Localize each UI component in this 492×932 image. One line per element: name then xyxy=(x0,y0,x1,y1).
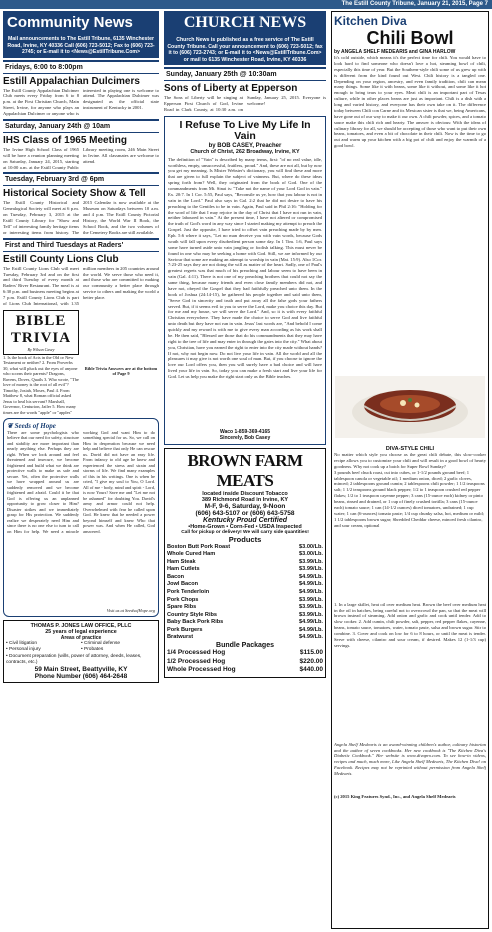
kitchen-steps: 1. In a large skillet, heat oil over medium heat. Brown the beef over medium heat in the oil in batches, being careful not to overcrowd the pan, so that the meat will brown instead of steaming. Add onion and garlic and cook until tender. Add to slow cooker. 2. Add cumin, chili powder, salt, pepper, red pepper flakes, cayenne, beans, tomato sauce, tomatoes, water, tomato paste, salsa and brown sugar. Stir to combine. 3. Cover and cook on low for 6 to 8 hours, or until the meat is tender. Serve with cheese, cilantro and sour cream, if desired. Makes 12 (1-1/3 cup) servings. xyxy=(334,601,486,648)
brown-bundle-head: Bundle Packages xyxy=(216,641,274,649)
community-item-dulcimers xyxy=(3,60,159,117)
community-item-ihs xyxy=(3,119,159,171)
price-row: Boston Butt Pork Roast $3.00/Lb. xyxy=(167,543,323,550)
brown-phone: (606) 643-5107 or (606) 643-5758 xyxy=(195,509,295,517)
sermon-church: Church of Christ, 262 Broadway, Irvine, KY xyxy=(190,148,300,155)
community-news-title: Community News xyxy=(3,11,159,34)
item-body: The Estill County Historical and Genealogical Society will meet at 6 p.m. on Tuesday, February 3, 2015 at the Estill County Library for "Show and Tell" of interesting family heritage items or interesting items from history. The 2015 Calendar is now available at the Museum on Saturdays between 10 a.m. and 4 p.m. The Estill County Pictorial History, the World War II Book, the School Book, and the two volumes of the Cemetery Books are still available. xyxy=(3,200,159,235)
brown-promo: •Home-Grown • Corn-Fed • USDA Inspected xyxy=(188,523,302,530)
church-news-title: CHURCH NEWS xyxy=(164,11,326,35)
law-area: • Criminal defense xyxy=(81,641,121,647)
thomas-law-ad xyxy=(3,620,159,683)
sermon-title: I Refuse To Live My Life In Vain xyxy=(179,118,311,143)
seeds-of-hope xyxy=(3,418,159,618)
community-submit-info: Mail announcements to The Estill Tribune, 6135 Winchester Road, Irvine, KY 40336 Call (606) 723-5012; Fax to (606) 723-2745; or E-mail it to <News@EstillTribune.Com> xyxy=(3,34,159,58)
item-body: The Estill County Appalachian Dulcimer Club meets every Friday from 6 to 8 p.m. at the First Christian Church, Main Street, Irvine, for anyone who plays an Appalachian Dulcimer or anyone who is interested in playing one is welcome to attend. The Appalachian Dulcimer was designated as the official state instrument of Kentucky in 2001. xyxy=(3,87,159,116)
trivia-author: By Wilson Casey xyxy=(27,346,55,352)
law-experience: 25 years of legal experience xyxy=(45,629,117,636)
law-areas-head: Areas of practice xyxy=(60,635,102,642)
kitchen-intro: It's cold outside, which means it's the perfect time for chili. You would have to look hard to find someone who doesn't love a hot, steaming bowl of chili, especially this time of year. But the Southern-style chili some of us grew up with is different from the kind found out West. Chili history is a tangled one. Depending on your region, ancestry, and even family tradition, chili can mean many things. Some like it with beans, some like it without, and some like it hot enough to bring tears to your eyes. Meat chili is an important part of Texas culture, while in other places beans are just as important. Chili is a dish with a long and varied history, and everyone has their own take on it. The difference today between Chili con Carne and its Mexican sister is that we, being Americans, have gone out of our way to make it our own. A chili powder, spices, and a tomato sauce make this chili rich and hearty. The answer is obvious: With the ideas of culinary library for all, we should be accepting of those who want to put their own beans, tomatoes, and even a bit of chocolate in their chili. Now is the time to go out and warm up your kitchen with a big pot of chili and enjoy the warmth of a good bowl. xyxy=(334,55,486,149)
sermon-byline: by BOB CASEY, Preacher xyxy=(208,142,282,149)
seeds-footer: Visit us at SeedsofHope.org xyxy=(106,607,155,613)
kitchen-ingredients: 3 pounds beef chuck roast, cut into cubes, or 1-1/2 pounds ground beef; 1 tablespoon canola or vegetable oil; 1 medium onion, diced; 2 garlic cloves, minced; 2 tablespoons ground cumin; 2 tablespoons chili powder; 1 1/2 teaspoons salt; 1 1/2 teaspoons ground black pepper; 1/2 to 1 teaspoon crushed red pepper flakes; 1/2 to 1 teaspoon cayenne pepper; 3 cans (15-ounce each) kidney or pinto beans, rinsed and drained, or 1 cup of finely crushed tortilla; 3 cans (15-ounce each) tomato sauce; 1 can (14-1/2 ounces) diced tomatoes, undrained; 1 cup water; 1 can (6-ounces) tomato paste; 1/4 cup chunky salsa, hot, medium or mild; 1 1/2 tablespoons brown sugar; Shredded Cheddar cheese, minced fresh cilantro, and sour cream, optional xyxy=(334,469,485,528)
chili-bowl-photo xyxy=(334,376,486,438)
kitchen-copyright: (c) 2015 King Features Synd., Inc., and Angela Shelf Medearis xyxy=(334,793,456,799)
price-row: Pork Tenderloin $4.99/Lb. xyxy=(167,589,323,595)
law-area: • Document preparation (wills, power of attorney, deeds, leases, contracts, etc.) xyxy=(6,653,142,665)
price-row: Baby Back Pork Ribs $4.99/Lb. xyxy=(167,619,323,626)
bundle-row: Whole Processed Hog $440.00 xyxy=(167,666,323,674)
price-row: Jowl Bacon $4.99/Lb. xyxy=(167,581,323,588)
brown-location: located inside Discount Tobacco xyxy=(202,490,288,497)
kitchen-title: Chili Bowl xyxy=(366,28,454,48)
trivia-title: BIBLE TRIVIA xyxy=(10,312,72,346)
kitchen-byline: by ANGELA SHELF MEDEARIS and GINA HARLOW xyxy=(334,49,456,55)
price-row: Pork Chops $3.99/Lb. xyxy=(167,596,323,603)
kitchen-photo-caption: DIVA-STYLE CHILI xyxy=(385,446,435,452)
community-news-column xyxy=(3,11,159,683)
price-row: Pork Burgers $4.99/Lb. xyxy=(167,626,323,633)
brown-tag: Kentucky Proud Certified xyxy=(202,516,287,524)
kitchen-section-title: Kitchen Diva xyxy=(334,14,407,28)
law-area: • Civil litigation xyxy=(6,641,38,647)
brown-products-list xyxy=(167,544,323,642)
trivia-questions-cont xyxy=(83,310,159,366)
church-event-title: Sons of Liberty at Epperson xyxy=(164,83,298,94)
seeds-title: ❦ Seeds of Hope xyxy=(7,421,56,430)
price-row: Whole Cured Ham $3.00/Lb. xyxy=(167,551,323,558)
item-title: IHS Class of 1965 Meeting xyxy=(3,134,127,146)
community-item-lions xyxy=(3,238,159,307)
seeds-body: There are some psychologists who believe that our need for safety, structure and stability are more important than nearly anything else. Perhaps they are right. When we look around and feel threatened and insecure, we become frightened and build what we think are protective walls to make us safe and secure. Yet, often the protective walls we have wrapped around us are suddenly removed and we become frightened and afraid. Could it be that God is offering us an unplanned opportunity to grow closer to Him? Disaster strikes and we immediately grasp for His protection. We suddenly realize we desperately need Him and since there is no one else to turn to call on Him for help. We need a miracle working God and want Him to do something special for us. So, we call on Him in desperation because we need help and believe that only He can rescue us. David did not have an easy life. From infancy to old age he knew and experienced the stress and strain and storms of life. We find many examples of this in his writings. One is when he cried, "I give my soul to You, O Lord. All of me - body, mind and spirit - Lord, is now Yours! Save me and "Let me not be ashamed" for doubting You. David's army and armor could not help. Overwhelmed with fear he called upon God. He knew that he needed a power beyond himself and knew Who that power was. And when He called, God answered. xyxy=(7,429,155,534)
bundle-row: 1/4 Processed Hog $115.00 xyxy=(167,648,323,656)
price-row: Country Style Ribs $3.99/Lb. xyxy=(167,611,323,618)
kitchen-bio: Angela Shelf Medearis is an award-winning children's author, culinary historian and the author of seven cookbooks. Her new cookbook is "The Kitchen Diva's Diabetic Cookbook." Her website is www.divapro.com. To see how-to videos, recipes and much, much more, Like Angela Shelf Medearis, The Kitchen Diva! on Facebook. Recipes may not be reprinted without permission from Angela Shelf Medearis. xyxy=(334,741,486,776)
brown-hours: M-F, 9-6, Saturday, 9-Noon xyxy=(204,502,286,510)
price-row: Ham Steak $3.99/Lb. xyxy=(167,558,323,565)
item-title: Estill County Lions Club xyxy=(3,253,119,265)
law-name: THOMAS P. JONES LAW OFFICE, PLLC xyxy=(30,623,132,630)
seeds-leaf-icon: ❦ xyxy=(7,421,15,430)
church-news-column xyxy=(164,11,326,678)
church-event-date: Sunday, January 25th @ 10:30am xyxy=(164,67,326,81)
item-date: First and Third Tuesdays at Raders' xyxy=(3,238,159,252)
trivia-questions: 1. Is the book of Acts in the Old or New Testament or neither? 2. From Proverbs 30, what will pluck out the eyes of anyone who scorns their parents? Dragons, Ravens, Doves, Quails 3. Who wrote, "The love of money is the root of all evil"? Timothy, Josiah, Moses, Paul 4. From Matthew 8, what Roman official asked Jesus to heal his servant? Marshall, Governor, Centurion, Jailer 5. How many times are the words "apple" or "apples" xyxy=(3,354,79,415)
sermon-body: The definition of "Vain" is described by many terms, first: "of no real value, idle, worthless, empty, unsuccessful, fruitless, proud." And, these are not all, but by now you get my meaning. Is Mister Webster's dictionary, you will find these and more that are given to full explain the subject of vainness. But, where do these ideas spring forth from? Well, they originated from the book of God. One of the commandments from Mt. Sinai is: "Take not the name of your Lord God in vain." Ex. 20:7. In 1 Cor. 5:55, Paul says, "Reconsile us ye, how that you labour is not in vain in the Lord." Paul also says in Gal. 2:2 that he did not desire to have his preaching to the Gentiles to be in vain. Again, Paul said in Phil 2:16: "Holding for the word of life that I may rejoice in the day of Christ that I have not run in vain, neither laboured in vain." At the present time, I have not altered or compromised the truth of God's word in any way since I started making my attempt to preach the Gospel. Just the opposite, I have tried to offset vain preaching made by by men. Eph. 5:6 where it says, "Let no man deceive you with vain words, because Gods wrath will fall upon every disobedient person some day. In 1 Tim. 1:6, Paul says some have turned aside unto vain jangling or foolish talking. This must never be found in one who may be seeking a home with God. Still, we are informed by our Saviour that some are making an attempt to worship in vain (Mat. 15:9). Also 1Cor. 7:23-25 says they are not doing the will as matter of the heart. Sadly, one of Paul's greatest regrets was that much of his preaching and labour seem to have been in vain (Gal. 4:11). There is not one of my preaching brothers that could not say the same thing, because many friends and even close family members did not, and have not, obeyed the Gospel that they had faithfully preached unto them. In the book of Joshua (24:14-15), he gathered his people together and said unto them, "Serve God in sincerity and truth and put away all the false gods your fathers served. But, if it seems evil to you to serve the Lord, make you choice this day. But for me and my house, we will serve the Lord." And, so it is with every faithful Christian everywhere. They have made the choice to serve God and live faithful unto death but they have not run in vain. Jesus' last words are, "And behold I come quickly and my reward is with me to give every man according as his work shall be. He then said, "Blessed are those that do his commandments that they may have right to the tree of life and may enter in through the gates into the city." What about you, Christian, have you earned the right to enter into the city made without hands? If not, why not begin now. Do not live your life in vain. All the world and all the pleasures it may give is not worth one soul of man. But, if you choose to ignore the love our Lord offers you, then you will surely have a bad choice and will have lived your life in vain. So, today you can make a fresh start and live your life for God. Let us help you make the right start only as the Bible teaches. xyxy=(168,156,322,380)
community-item-historical xyxy=(3,172,159,235)
sermon-signoff: Sincerely, Bob Casey xyxy=(219,434,271,441)
brown-address: 389 Richmond Road in Irvine, KY xyxy=(201,496,289,503)
church-event-body: The Sons of Liberty will be singing at Epperson First Church of God, Irvine Road in Clark County, at 10:30 a.m. on Sunday, January 25, 2015. Everyone is welcome! xyxy=(164,95,326,112)
law-area: • Probates xyxy=(81,647,104,653)
bible-trivia xyxy=(3,310,79,415)
item-title: Historical Society Show & Tell xyxy=(3,188,146,200)
price-row: Spare Ribs $3.99/Lb. xyxy=(167,604,323,611)
price-row: Bratwurst $4.99/Lb. xyxy=(167,634,323,641)
law-area: • Personal injury xyxy=(6,647,41,653)
church-submit-info: Church News is published as a free service of The Estill County Tribune. Call your announcement to (606) 723-5012; fax it to (606) 723-2743; or E-mail it to <News@EstillTribune.Com> or mail to 6135 Winchester Road, Irvine, KY 40336 xyxy=(164,35,326,65)
item-date: Fridays, 6:00 to 8:00pm xyxy=(3,60,159,74)
brown-products-head: Products xyxy=(228,534,262,544)
law-address: 59 Main Street, Beattyville, KY xyxy=(34,666,128,674)
bundle-row: 1/2 Processed Hog $220.00 xyxy=(167,657,323,665)
brown-call: Call for pickup or delivery! We will carry side quantities! xyxy=(181,529,309,535)
kitchen-recipe-intro: No matter which style you choose as the great chili debate, this slow-cooker recipe allows you to customize your chili and will result in a good bowl of hearty goodness. Why not cook up a batch for Super Bowl Sunday? xyxy=(334,452,486,469)
item-body: The Irvine High School Class of 1965 will be have a reunion planning meeting on Saturday, January 24, 2015, starting at 10:00 a.m. at the Estill County Public Library meeting room, 246 Main Street in Irvine. All classmates are welcome to attend. xyxy=(3,146,159,170)
brown-title: BROWN FARM MEATS xyxy=(187,450,303,490)
kitchen-diva-column xyxy=(331,11,489,929)
item-date: Saturday, January 24th @ 10am xyxy=(3,119,159,133)
law-phone: Phone Number (606) 464-2648 xyxy=(34,673,128,681)
sermon-article xyxy=(164,116,326,445)
trivia-answers: Bible Trivia Answers are at the bottom of Page 9 xyxy=(84,365,158,377)
item-date: Tuesday, February 3rd @ 6pm xyxy=(3,172,159,186)
price-row: Bacon $4.99/Lb. xyxy=(167,573,323,580)
brown-farm-meats-ad xyxy=(164,448,326,678)
sermon-phone: Waco 1-859-369-4165 xyxy=(219,428,271,435)
trivia-continued xyxy=(83,310,159,415)
price-row: Ham Cutlets $3.99/Lb. xyxy=(167,566,323,573)
item-title: Estill Appalachian Dulcimers xyxy=(3,75,140,87)
page-header: The Estill County Tribune, January 21, 2015, Page 7 xyxy=(0,0,492,9)
item-body: The Estill County Lions Club will meet Tuesday, February 3rd and on the first and third Tuesday of every month at Raders' River Restaurant. The meal is at 6:30 p.m. and business meeting begins at 7 p.m. Estill County Lions Club is part of Lions Club International, with 1.35 million members in 205 countries around the world. We serve those who need it, and those who are committed to making our community a better place through service to others and making the world a better place. xyxy=(3,265,159,306)
